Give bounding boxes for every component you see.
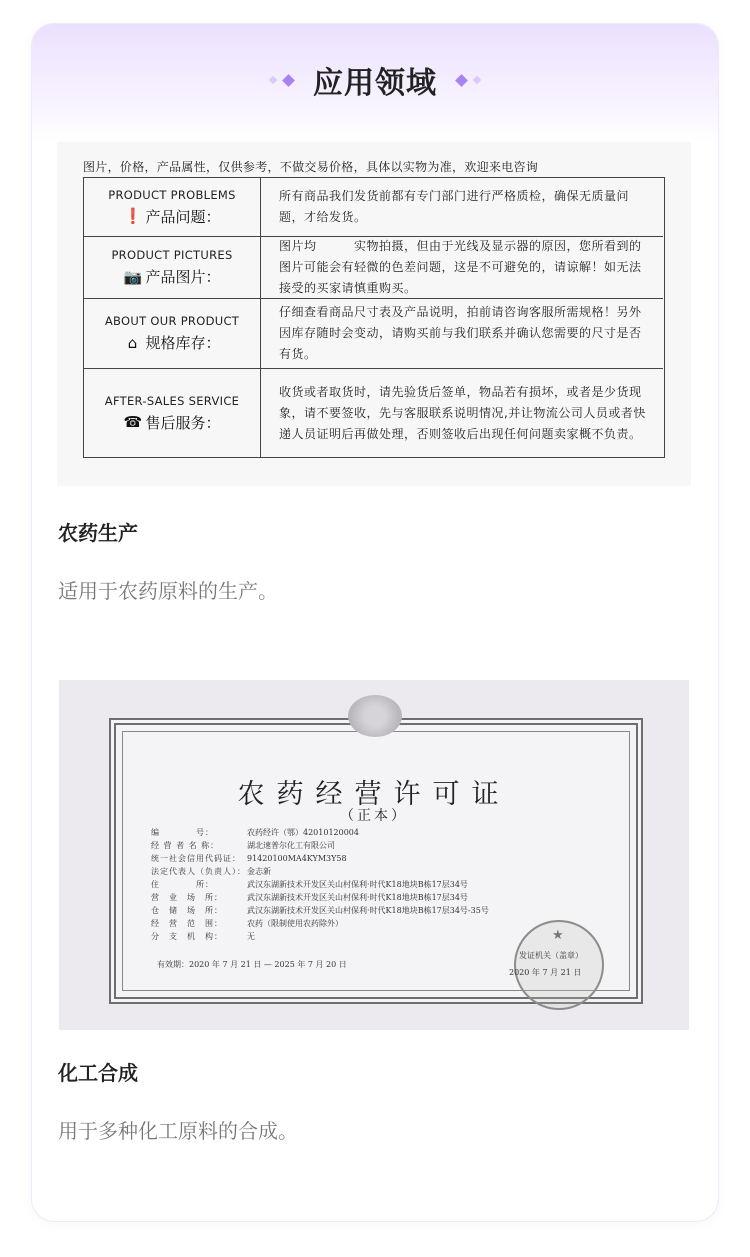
official-seal-icon xyxy=(514,920,604,1010)
diamond-small-icon xyxy=(473,76,481,84)
application-desc: 适用于农药原料的生产。 xyxy=(58,579,278,603)
row-title-en: PRODUCT PROBLEMS xyxy=(108,187,236,202)
certificate-field: 经 营 范 围： 农药（限制使用农药除外） xyxy=(151,919,343,928)
camera-icon: 📷 xyxy=(123,267,143,286)
certificate-field: 营 业 场 所： 武汉东湖新技术开发区关山村保利·时代K18地块B栋17层34号 xyxy=(151,893,468,902)
exclamation-circle-icon: ❗ xyxy=(123,207,143,225)
license-certificate-image xyxy=(59,680,689,1030)
row-title-cn: 规格库存： xyxy=(145,334,221,352)
phone-icon: ☎ xyxy=(123,413,143,431)
certificate-issuer: 发证机关（盖章） xyxy=(519,951,583,960)
row-text: 所有商品我们发货前都有专门部门进行严格质检，确保无质量问题，才给发货。 xyxy=(279,189,630,224)
certificate-title: 农药经营许可证 xyxy=(237,779,511,810)
certificate-field: 经 营 者 名 称： 湖北速普尔化工有限公司 xyxy=(151,841,335,850)
certificate-issue-date: 2020 年 7 月 21 日 xyxy=(509,968,582,977)
certificate-field: 分 支 机 构： 无 xyxy=(151,932,255,941)
product-notice-image xyxy=(57,142,691,486)
table-row xyxy=(84,237,663,299)
diamond-icon xyxy=(455,74,468,87)
diamond-small-icon xyxy=(269,76,277,84)
application-title: 农药生产 xyxy=(58,521,138,545)
certificate-subtitle: （正本） xyxy=(340,808,408,824)
diamond-icon xyxy=(282,74,295,87)
row-title-cn: 产品问题： xyxy=(145,207,221,226)
house-icon: ⌂ xyxy=(127,333,138,352)
row-text: 仔细查看商品尺寸表及产品说明，拍前请咨询客服所需规格！另外因库存随时会变动，请购买前与我们联系并确认您需要的尺寸是否有货。 xyxy=(279,305,642,361)
row-title-en: PRODUCT PICTURES xyxy=(111,248,233,262)
certificate-field: 编 号： 农药经许（鄂）42010120004 xyxy=(151,828,359,837)
notice-table xyxy=(83,177,665,458)
certificate-validity: 有效期：2020 年 7 月 21 日 — 2025 年 7 月 20 日 xyxy=(157,960,347,969)
section-header xyxy=(32,60,718,100)
row-text: 收货或者取货时，请先验货后签单，物品若有损坏，或者是少货现象，请不要签收，先与客服联系说明情况,并让物流公司人员或者快递人员证明后再做处理，否则签收后出现任何问题卖家概不负责。 xyxy=(279,384,646,441)
table-row xyxy=(84,299,663,369)
row-title-cn: 产品图片： xyxy=(145,268,221,286)
row-text: 图片均 实物拍摄，但由于光线及显示器的原因，您所看到的图片可能会有轻微的色差问题，这是不可避免的，请谅解！如无法接受的买家请慎重购买。 xyxy=(279,239,642,295)
table-row xyxy=(84,369,663,457)
notice-caption: 图片，价格，产品属性，仅供参考，不做交易价格，具体以实物为准，欢迎来电咨询 xyxy=(83,160,539,174)
certificate-field: 仓 储 场 所： 武汉东湖新技术开发区关山村保利·时代K18地块B栋17层34号-35号 xyxy=(151,906,489,915)
application-desc: 用于多种化工原料的合成。 xyxy=(58,1119,298,1143)
certificate-field: 法定代表人（负责人）： 金志新 xyxy=(151,867,271,876)
row-title-cn: 售后服务： xyxy=(145,413,221,432)
section-title: 应用领域 xyxy=(313,66,437,101)
national-emblem-icon xyxy=(348,695,402,737)
certificate-field: 统一社会信用代码证： 91420100MA4KYM3Y58 xyxy=(151,854,347,863)
certificate-field: 住 所： 武汉东湖新技术开发区关山村保利·时代K18地块B栋17层34号 xyxy=(151,880,468,889)
certificate-fields xyxy=(151,826,489,943)
table-row xyxy=(84,178,663,237)
row-title-en: ABOUT OUR PRODUCT xyxy=(104,314,240,328)
star-icon: ★ xyxy=(552,928,564,943)
row-title-en: AFTER-SALES SERVICE xyxy=(104,393,240,408)
application-title: 化工合成 xyxy=(58,1061,138,1085)
